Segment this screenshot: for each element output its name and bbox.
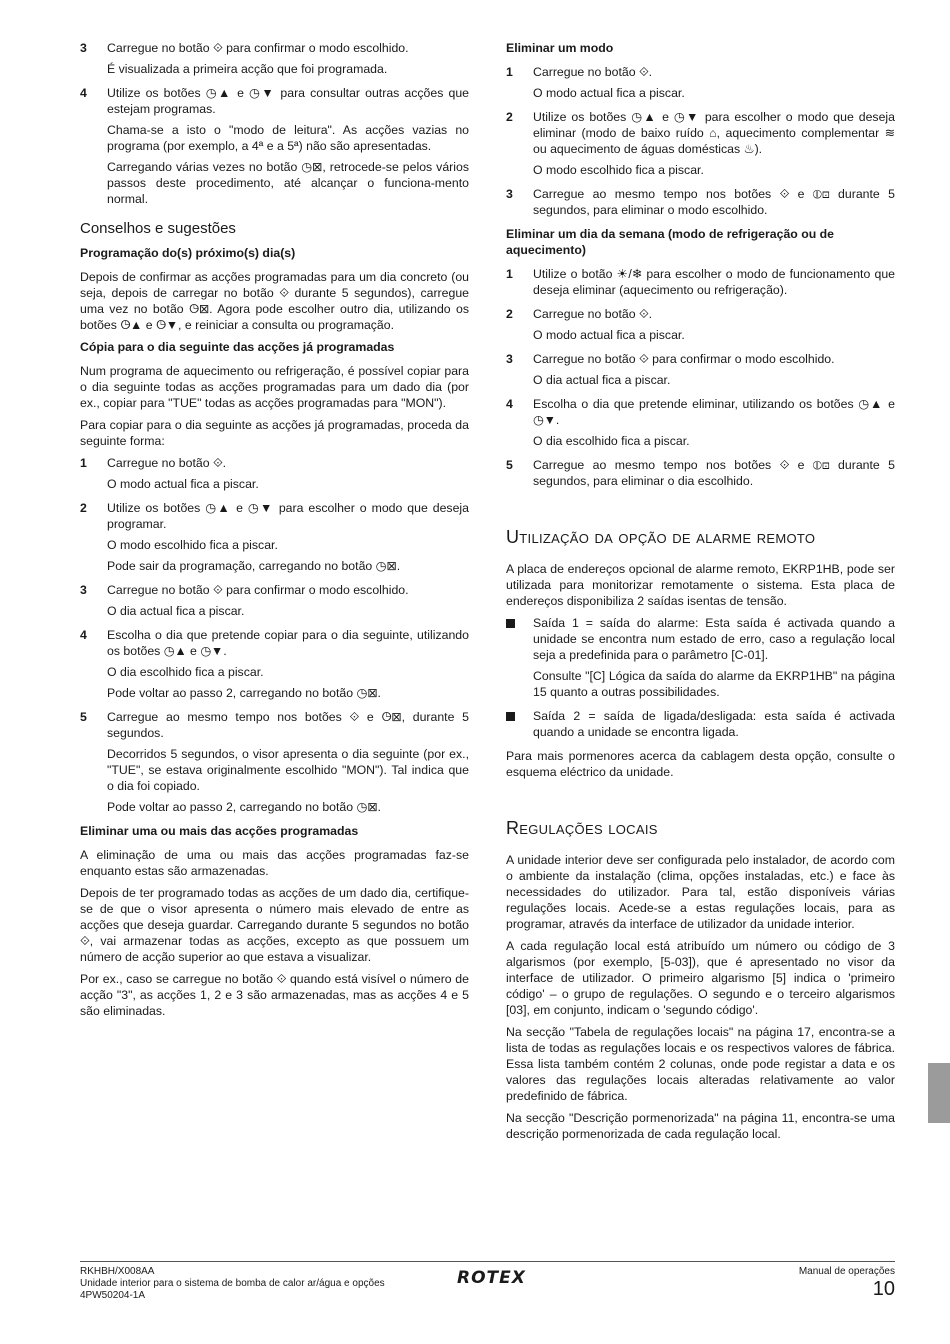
step-text: Carregue no botão ⟐ para confirmar o modo escolhido. [107,41,409,55]
section-tab-marker [928,1063,950,1123]
step-text: Carregue no botão ⟐ para confirmar o modo escolhido. [107,583,409,597]
step-text: Pode voltar ao passo 2, carregando no botão ◷⊠. [107,686,381,700]
bullet-text: Consulte "[C] Lógica da saída do alarme da EKRP1HB" na página 15 quanto a outras possibilidades. [533,669,895,699]
step-number: 4 [80,86,87,100]
step-number: 3 [506,187,513,201]
bullet-square-icon [506,712,515,721]
step [506,306,895,343]
step [506,396,895,449]
step-text: Utilize o botão ☀/❄ para escolher o modo de funcionamento que deseja eliminar (aquecimento ou refrigeração). [533,267,895,297]
step-number: 1 [506,65,513,79]
step-text: O modo actual fica a piscar. [533,86,685,100]
paragraph-eliminar-2: Depois de ter programado todas as acções de um dado dia, certifique-se de que o visor apresenta o número mais elevado de entre as acções que deseja guardar. Carregando durante 5 segundos no botão ⟐, vai armazenar todas as acções, excepto as que possuem um número de acção superior ao que estava a visualizar. [80,886,469,964]
bullet-text: Saída 1 = saída do alarme: Esta saída é activada quando a unidade se encontra num estado de erro, caso a regulação local seja a predefinida para o parâmetro [C-01]. [533,616,895,662]
paragraph-regulacoes-2: A cada regulação local está atribuído um número ou código de 3 algarismos (por exemplo, [5-03]), que é apresentado no visor da interface de utilizador. O primeiro algarismo [5] indica o 'primeiro código' – o grupo de regulações. O segundo e o terceiro algarismos [03], em conjunto, indicam o 'segundo código'. [506,939,895,1017]
paragraph-eliminar-1: A eliminação de uma ou mais das acções programadas faz-se enquanto estas são armazenadas. [80,848,469,878]
step [506,64,895,101]
step-text: Carregue no botão ⟐ para confirmar o modo escolhido. [533,352,835,366]
step-number: 3 [506,352,513,366]
step-text: Utilize os botões ◷▲ e ◷▼ para consultar outras acções que estejam programas. [107,86,469,116]
right-column [506,40,895,1148]
step-number: 4 [80,628,87,642]
rotex-logo: ROTEX [457,1268,526,1288]
step-number: 1 [506,267,513,281]
step-text: Chama-se a isto o "modo de leitura". As acções vazias no programa (por exemplo, a 4ª e a 5ª) não são apresentadas. [107,123,469,153]
step [80,85,469,207]
bullet-square-icon [506,619,515,628]
paragraph-programacao: Depois de confirmar as acções programadas para um dia concreto (ou seja, depois de carregar no botão ⟐ durante 5 segundos), carregue uma vez no botão ◷⊠. Agora pode escolher outro dia, utilizando os botões ◷▲ e ◷▼, e reiniciar a consulta ou programação. [80,270,469,332]
paragraph-eliminar-3: Por ex., caso se carregue no botão ⟐ quando está visível o número de acção "3", as acções 1, 2 e 3 são armazenadas, mas as acções 4 e 5 são eliminadas. [80,972,469,1018]
step-number: 4 [506,397,513,411]
footer-divider [80,1261,895,1262]
step-number: 2 [506,110,513,124]
paragraph-copia-1: Num programa de aquecimento ou refrigeração, é possível copiar para o dia seguinte todas as acções programadas para um dado dia (por ex., copiar para "TUE" todas as acções programadas para "MON"). [80,364,469,410]
heading-alarme-remoto: Utilização da opção de alarme remoto [506,527,816,547]
step-text: Carregue ao mesmo tempo nos botões ⟐ e ⦶⊡ durante 5 segundos, para eliminar o modo escolhido. [533,187,895,217]
paragraph-regulacoes-4: Na secção "Descrição pormenorizada" na página 11, encontra-se uma descrição pormenorizada de cada regulação local. [506,1111,895,1141]
step-number: 2 [506,307,513,321]
step [506,186,895,218]
steps-copy [80,455,469,815]
heading-conselhos: Conselhos e sugestões [80,220,236,237]
subheading-copia: Cópia para o dia seguinte das acções já programadas [80,340,395,354]
step-text: O dia escolhido fica a piscar. [533,434,690,448]
steps-reading-mode [80,40,469,207]
footer-doc-code: 4PW50204-1A [80,1290,146,1301]
step-text: Carregue no botão ⟐. [107,456,227,470]
step-number: 5 [80,710,87,724]
step-text: Carregue ao mesmo tempo nos botões ⟐ e ◷⊠, durante 5 segundos. [107,710,469,740]
bullet-text: Saída 2 = saída de ligada/desligada: esta saída é activada quando a unidade se encontra ligada. [533,709,895,739]
left-column [80,40,469,1025]
step-text: Carregando várias vezes no botão ◷⊠, retrocede-se pelos vários passos deste procedimento, até alcançar o funciona-mento normal. [107,160,469,206]
step-number: 5 [506,458,513,472]
step [80,40,469,77]
step [506,266,895,298]
step [506,109,895,178]
steps-delete-day [506,266,895,489]
footer-manual-title: Manual de operações [798,1266,895,1277]
step-text: Escolha o dia que pretende eliminar, utilizando os botões ◷▲ e ◷▼. [533,397,895,427]
step-text: O modo escolhido fica a piscar. [107,538,278,552]
step-text: Carregue ao mesmo tempo nos botões ⟐ e ⦶⊡ durante 5 segundos, para eliminar o dia escolhido. [533,458,895,488]
step-text: Utilize os botões ◷▲ e ◷▼ para escolher o modo que deseja eliminar (modo de baixo ruído ⌂, aquecimento complementar ≋ ou aquecimento de águas domésticas ♨). [533,110,895,156]
step-text: O dia escolhido fica a piscar. [107,665,264,679]
step [80,627,469,701]
step [80,709,469,815]
subheading-eliminar-accoes: Eliminar uma ou mais das acções programadas [80,824,359,838]
paragraph-regulacoes-3: Na secção "Tabela de regulações locais" na página 17, encontra-se a lista de todas as regulações locais e os respectivos valores de fábrica. Essa lista também contém 2 colunas, onde pode registar a data e os valores das regulações locais alteradas relativamente ao valor predefinido de fábrica. [506,1025,895,1103]
footer-description: Unidade interior para o sistema de bomba de calor ar/água e opções [80,1278,385,1289]
step-text: O modo escolhido fica a piscar. [533,163,704,177]
step-text: Utilize os botões ◷▲ e ◷▼ para escolher o modo que deseja programar. [107,501,469,531]
step-number: 2 [80,501,87,515]
step [506,457,895,489]
step-text: Escolha o dia que pretende copiar para o dia seguinte, utilizando os botões ◷▲ e ◷▼. [107,628,469,658]
subheading-eliminar-dia: Eliminar um dia da semana (modo de refrigeração ou de aquecimento) [506,227,835,257]
step-text: Pode voltar ao passo 2, carregando no botão ◷⊠. [107,800,381,814]
step [80,455,469,492]
step-text: Pode sair da programação, carregando no botão ◷⊠. [107,559,401,573]
paragraph-alarme-2: Para mais pormenores acerca da cablagem desta opção, consulte o esquema eléctrico da unidade. [506,749,895,779]
step [80,582,469,619]
bullets-alarme [506,615,895,740]
step-text: Carregue no botão ⟐. [533,307,653,321]
step [506,351,895,388]
step-number: 1 [80,456,87,470]
heading-regulacoes-locais: Regulações locais [506,818,658,838]
step-number: 3 [80,41,87,55]
bullet-item [506,708,895,740]
paragraph-copia-2: Para copiar para o dia seguinte as acções já programadas, proceda da seguinte forma: [80,418,469,448]
footer-left [80,1266,385,1302]
paragraph-alarme: A placa de endereços opcional de alarme remoto, EKRP1HB, pode ser utilizada para monitorizar remotamente o sistema. Esta placa de endereços disponibiliza 2 saídas isentas de tensão. [506,562,895,608]
paragraph-regulacoes-1: A unidade interior deve ser configurada pelo instalador, de acordo com o ambiente da instalação (clima, opções instaladas, etc.) e face às necessidades do utilizador. Para tal, estão disponíveis várias regulações locais. Acede-se a estas regulações locais, para as programar, através da interface de utilizador da unidade interior. [506,853,895,931]
steps-delete-mode [506,64,895,218]
step-text: O modo actual fica a piscar. [533,328,685,342]
bullet-item [506,615,895,700]
step-number: 3 [80,583,87,597]
step-text: O modo actual fica a piscar. [107,477,259,491]
subheading-eliminar-modo: Eliminar um modo [506,41,614,55]
step [80,500,469,574]
step-text: Decorridos 5 segundos, o visor apresenta o dia seguinte (por ex., "TUE", se estava originalmente escolhido "MON"). Tal indica que o dia foi copiado. [107,747,469,793]
step-text: É visualizada a primeira acção que foi programada. [107,62,388,76]
page-number: 10 [872,1278,895,1300]
step-text: O dia actual fica a piscar. [533,373,671,387]
step-text: Carregue no botão ⟐. [533,65,653,79]
subheading-programacao: Programação do(s) próximo(s) dia(s) [80,246,296,260]
step-text: O dia actual fica a piscar. [107,604,245,618]
footer-model: RKHBH/X008AA [80,1266,155,1277]
